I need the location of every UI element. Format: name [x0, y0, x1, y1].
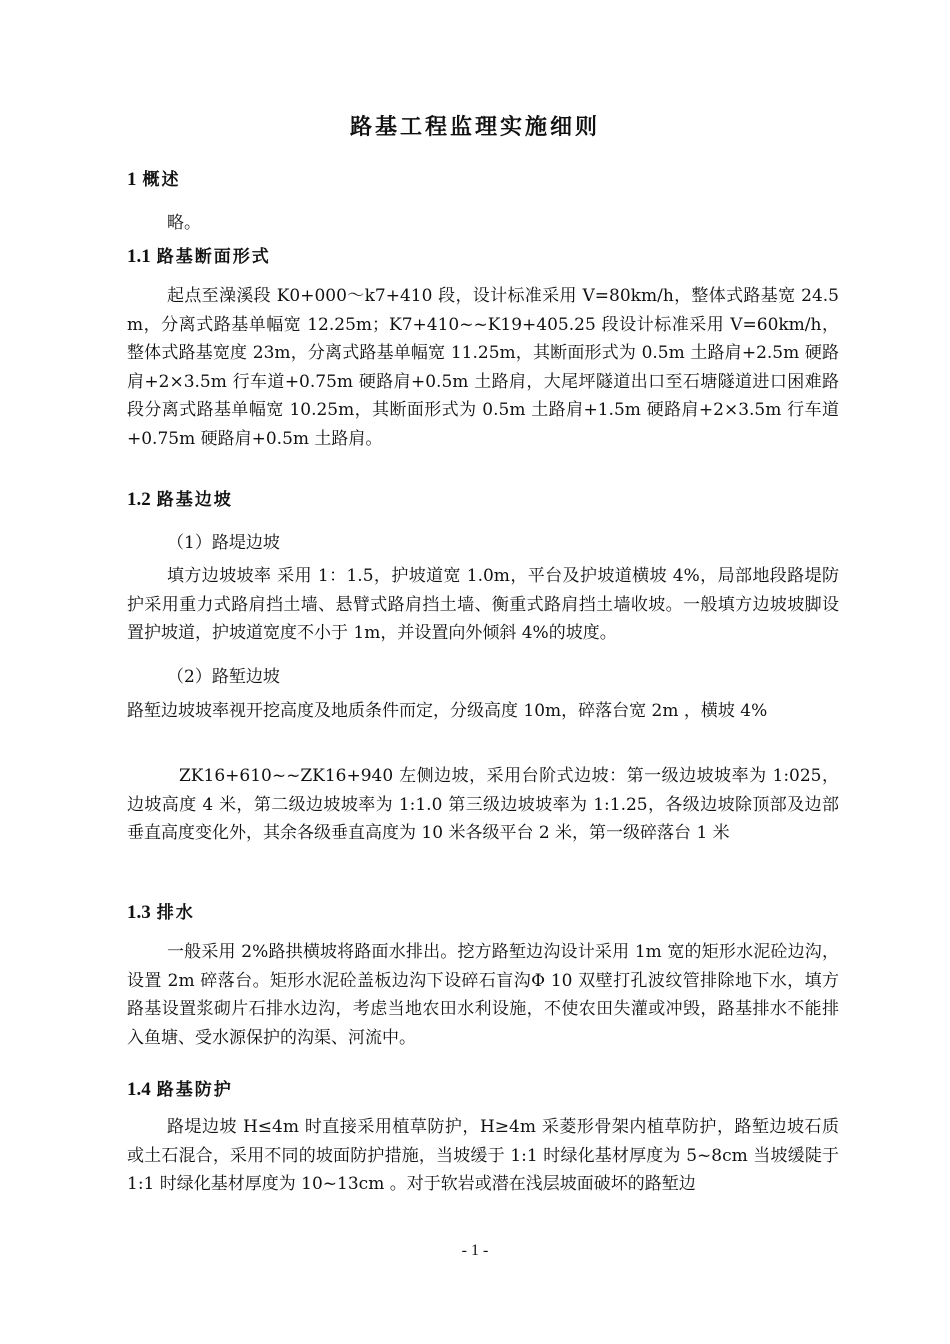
- section-number: 1.4: [127, 1079, 151, 1100]
- section-number: 1.1: [127, 246, 151, 267]
- section-heading-1: [127, 165, 181, 191]
- subsection-cutting-slope: （2）路堑边坡: [167, 667, 280, 687]
- section-title: 路基断面形式: [156, 247, 271, 267]
- document-title: 路基工程监理实施细则: [349, 114, 600, 140]
- section-heading-1-3: [127, 898, 195, 924]
- subsection-embankment-slope: （1）路堤边坡: [167, 533, 280, 553]
- section-number: 1.2: [127, 489, 151, 510]
- section-1-4-body: 路堤边坡 H≤4m 时直接采用植草防护，H≥4m 采菱形骨架内植草防护，路堑边坡石质或土石混合，采用不同的坡面防护措施，当坡缓于 1:1 时绿化基材厚度为 5~8cm 当坡缓陡于 1:1 时绿化基材厚度为 10~13cm 。对于软岩或潜在浅层坡面破坏的路堑边: [127, 1117, 839, 1195]
- section-heading-1-4: [127, 1075, 233, 1101]
- section-1-2-body-2: 路堑边坡坡率视开挖高度及地质条件而定，分级高度 10m，碎落台宽 2m ，横坡 4%: [127, 701, 768, 721]
- page-number: - 1 -: [461, 1242, 489, 1259]
- section-title: 路基边坡: [156, 490, 233, 510]
- section-1-3-body: 一般采用 2%路拱横坡将路面水排出。挖方路堑边沟设计采用 1m 宽的矩形水泥砼边沟，设置 2m 碎落台。矩形水泥砼盖板边沟下设碎石盲沟Φ 10 双壁打孔波纹管排除地下水，填方路基设置浆砌片石排水边沟，考虑当地农田水利设施，不使农田失灌或冲毁，路基排水不能排入鱼塘、受水源保护的沟渠、河流中。: [127, 942, 839, 1048]
- section-heading-1-2: [127, 485, 233, 511]
- section-1-body: 略。: [167, 213, 201, 233]
- section-number: 1.3: [127, 902, 151, 923]
- section-number: 1: [127, 169, 137, 190]
- section-title: 概述: [142, 170, 181, 190]
- section-1-2-body-3: ZK16+610~~ZK16+940 左侧边坡，采用台阶式边坡：第一级边坡坡率为 1:025，边坡高度 4 米，第二级边坡坡率为 1:1.0 第三级边坡坡率为 1:1.25，各级边坡除顶部及边部垂直高度变化外，其余各级垂直高度为 10 米各级平台 2 米，第一级碎落台 1 米: [127, 766, 839, 844]
- section-title: 排水: [156, 903, 195, 923]
- section-heading-1-1: [127, 242, 271, 268]
- section-1-2-body-1: 填方边坡坡率 采用 1：1.5，护坡道宽 1.0m，平台及护坡道横坡 4%，局部地段路堤防护采用重力式路肩挡土墙、悬臂式路肩挡土墙、衡重式路肩挡土墙收坡。一般填方边坡坡脚设置护坡道，护坡道宽度不小于 1m，并设置向外倾斜 4%的坡度。: [127, 566, 839, 644]
- section-1-1-body: 起点至澡溪段 K0+000～k7+410 段，设计标准采用 V=80km/h，整体式路基宽 24.5m，分离式路基单幅宽 12.25m；K7+410~~K19+405.25 段设计标准采用 V=60km/h，整体式路基宽度 23m，分离式路基单幅宽 11.25m，其断面形式为 0.5m 土路肩+2.5m 硬路肩+2×3.5m 行车道+0.75m 硬路肩+0.5m 土路肩，大尾坪隧道出口至石塘隧道进口困难路段分离式路基单幅宽 10.25m，其断面形式为 0.5m 土路肩+1.5m 硬路肩+2×3.5m 行车道+0.75m 硬路肩+0.5m 土路肩。: [127, 286, 839, 449]
- section-title: 路基防护: [156, 1080, 233, 1100]
